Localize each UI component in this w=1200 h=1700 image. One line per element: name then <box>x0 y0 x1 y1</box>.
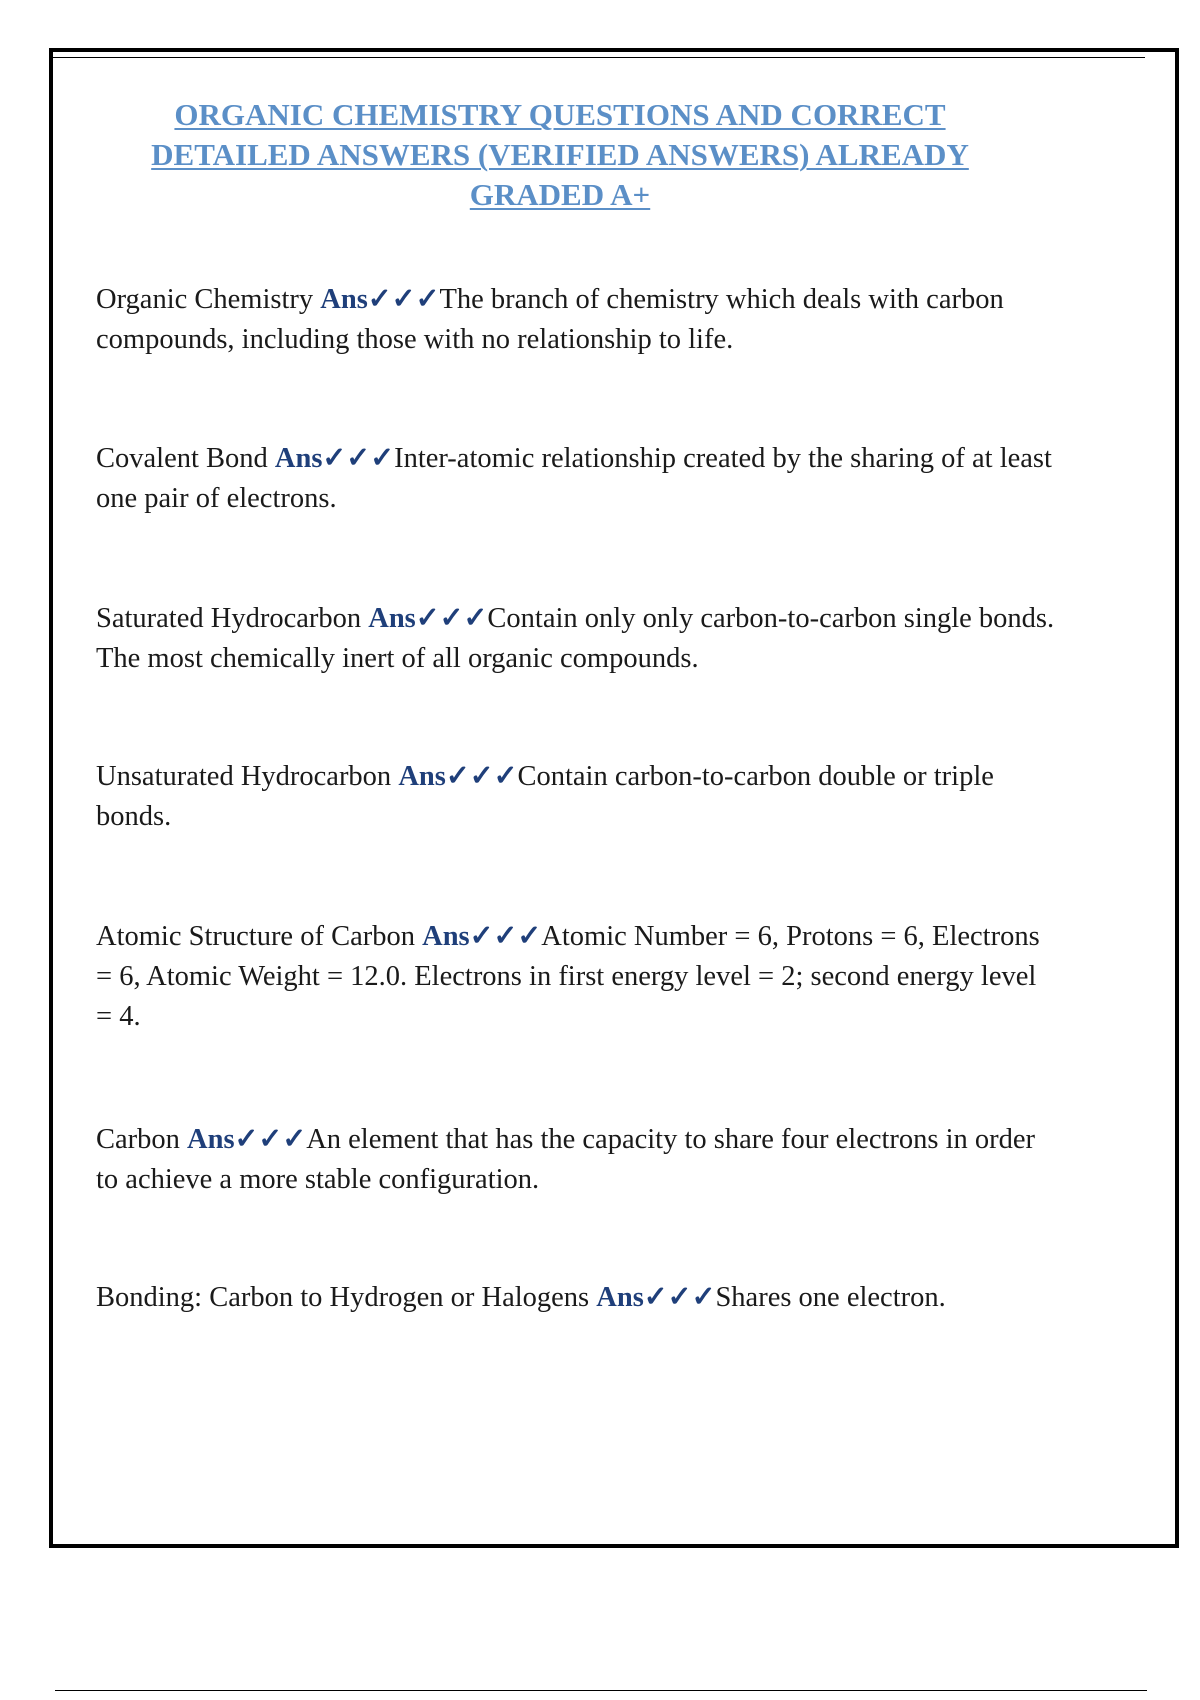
page-bottom-rule <box>55 1690 1147 1691</box>
qa-item <box>96 599 1056 679</box>
qa-term: Saturated Hydrocarbon <box>96 603 362 634</box>
frame-top-inner-rule <box>53 57 1145 58</box>
qa-item <box>96 1278 1056 1318</box>
qa-answer: An element that has the capacity to share four electrons in order to achieve a more stable configuration. <box>96 1124 1036 1195</box>
qa-item <box>96 1120 1056 1200</box>
qa-answer: Shares one electron. <box>715 1282 946 1313</box>
qa-term: Bonding: Carbon to Hydrogen or Halogens <box>96 1282 590 1313</box>
qa-answer: Atomic Number = 6, Protons = 6, Electrons = 6, Atomic Weight = 12.0. Electrons in first energy level = 2; second energy level = 4. <box>96 921 1040 1032</box>
answer-marker: Ans✓✓✓ <box>422 921 542 952</box>
qa-item <box>96 917 1056 1037</box>
answer-marker: Ans✓✓✓ <box>320 284 440 315</box>
qa-answer: Contain carbon-to-carbon double or triple bonds. <box>96 761 994 832</box>
qa-item <box>96 280 1056 360</box>
qa-term: Organic Chemistry <box>96 284 314 315</box>
qa-term: Covalent Bond <box>96 443 268 474</box>
qa-item <box>96 439 1056 519</box>
qa-answer: Inter-atomic relationship created by the sharing of at least one pair of electrons. <box>96 443 1052 514</box>
qa-term: Unsaturated Hydrocarbon <box>96 761 392 792</box>
qa-item <box>96 757 1056 837</box>
answer-marker: Ans✓✓✓ <box>398 761 518 792</box>
answer-marker: Ans✓✓✓ <box>596 1282 716 1313</box>
answer-marker: Ans✓✓✓ <box>187 1124 307 1155</box>
qa-answer: The branch of chemistry which deals with carbon compounds, including those with no relationship to life. <box>96 284 1004 355</box>
answer-marker: Ans✓✓✓ <box>274 443 395 474</box>
qa-term: Atomic Structure of Carbon <box>96 921 415 952</box>
answer-marker: Ans✓✓✓ <box>368 603 488 634</box>
document-title: ORGANIC CHEMISTRY QUESTIONS AND CORRECT DETAILED ANSWERS (VERIFIED ANSWERS) ALREADY GRADED A+ <box>151 97 969 212</box>
qa-term: Carbon <box>96 1124 180 1155</box>
qa-answer: Contain only only carbon-to-carbon single bonds. The most chemically inert of all organic compounds. <box>96 603 1055 674</box>
